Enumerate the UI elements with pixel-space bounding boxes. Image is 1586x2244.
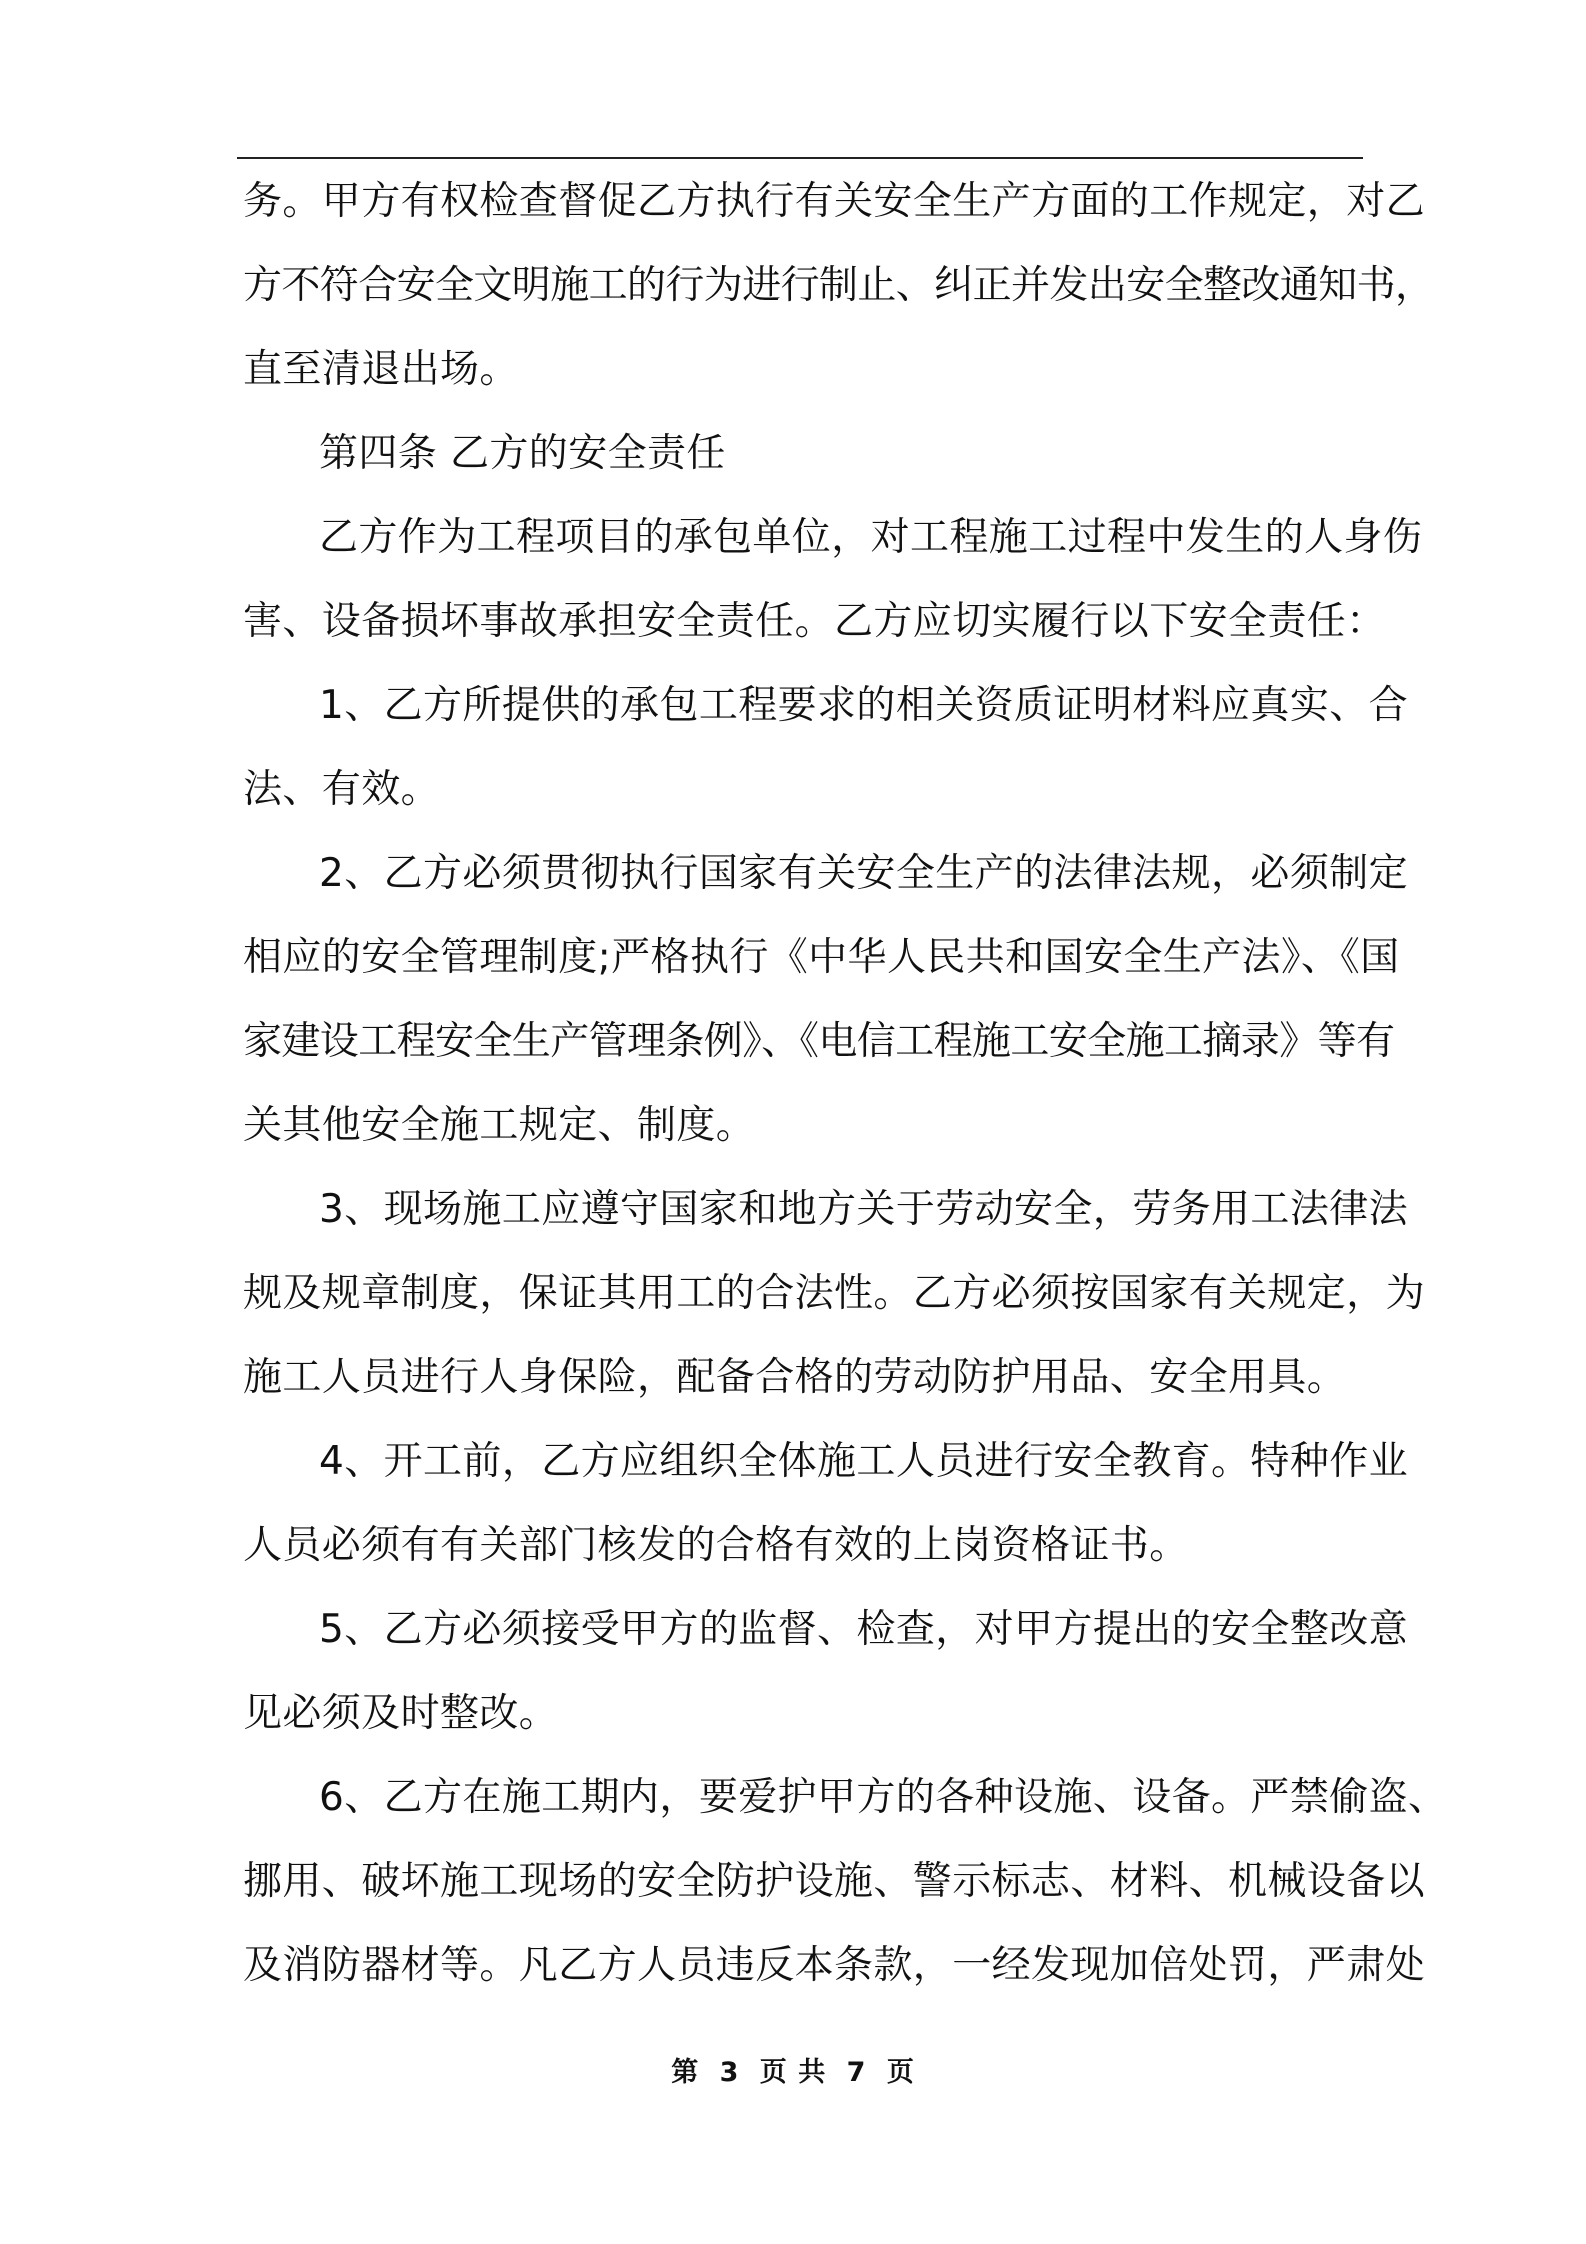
text-line-15: 施工人员进行人身保险，配备合格的劳动防护用品、安全用具。 [243, 1355, 1347, 1400]
page-footer [0, 2050, 1586, 2089]
text-line-17: 人员必须有有关部门核发的合格有效的上岗资格证书。 [243, 1523, 1189, 1568]
section-heading: 第四条 乙方的安全责任 [319, 431, 726, 476]
text-line-12: 关其他安全施工规定、制度。 [243, 1103, 756, 1148]
footer-of-label: 页 共 [759, 2057, 827, 2088]
footer-current-page: 3 [719, 2057, 740, 2088]
text-line-3: 直至清退出场。 [243, 347, 519, 392]
footer-page-label: 第 [671, 2057, 700, 2088]
footer-total-pages: 7 [846, 2057, 867, 2088]
text-line-11: 家建设工程安全生产管理条例》、《电信工程施工安全施工摘录》等有 [243, 1019, 1395, 1064]
text-line-1: 务。甲方有权检查督促乙方执行有关安全生产方面的工作规定，对乙 [243, 179, 1426, 224]
document-body [243, 160, 1448, 2008]
text-line-14: 规及规章制度，保证其用工的合法性。乙方必须按国家有关规定，为 [243, 1271, 1426, 1316]
header-rule [237, 157, 1363, 159]
text-line-13: 3、现场施工应遵守国家和地方关于劳动安全，劳务用工法律法 [319, 1187, 1409, 1232]
text-line-10: 相应的安全管理制度;严格执行《中华人民共和国安全生产法》、《国 [243, 935, 1400, 980]
footer-pages-label: 页 [886, 2057, 915, 2088]
text-line-9: 2、乙方必须贯彻执行国家有关安全生产的法律法规，必须制定 [319, 851, 1409, 896]
text-line-22: 及消防器材等。凡乙方人员违反本条款，一经发现加倍处罚，严肃处 [243, 1943, 1426, 1988]
text-line-5: 乙方作为工程项目的承包单位，对工程施工过程中发生的人身伤 [319, 515, 1423, 560]
text-line-2: 方不符合安全文明施工的行为进行制止、纠正并发出安全整改通知书， [243, 263, 1434, 308]
text-line-8: 法、有效。 [243, 767, 441, 812]
text-line-7: 1、乙方所提供的承包工程要求的相关资质证明材料应真实、合 [319, 683, 1409, 728]
text-line-20: 6、乙方在施工期内，要爱护甲方的各种设施、设备。严禁偷盗、 [319, 1775, 1448, 1820]
text-line-18: 5、乙方必须接受甲方的监督、检查，对甲方提出的安全整改意 [319, 1607, 1409, 1652]
text-line-16: 4、开工前，乙方应组织全体施工人员进行安全教育。特种作业 [319, 1439, 1409, 1484]
text-line-6: 害、设备损坏事故承担安全责任。乙方应切实履行以下安全责任： [243, 599, 1386, 644]
text-line-21: 挪用、破坏施工现场的安全防护设施、警示标志、材料、机械设备以 [243, 1859, 1426, 1904]
text-line-19: 见必须及时整改。 [243, 1691, 559, 1736]
